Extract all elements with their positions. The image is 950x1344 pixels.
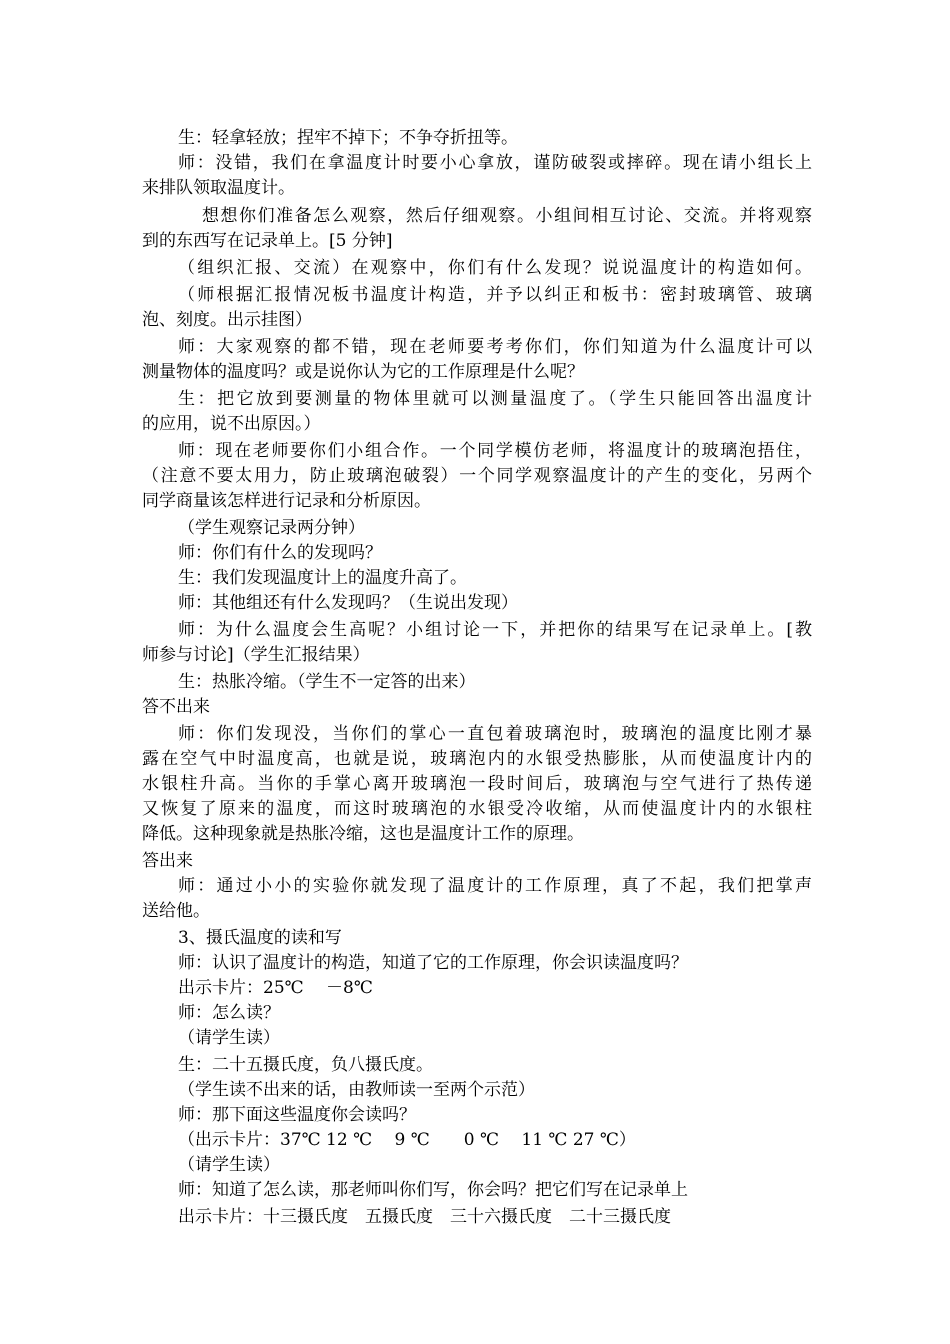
text-line: 又恢复了原来的温度，而这时玻璃泡的水银受冷收缩，从而使温度计内的水银柱 [142,799,812,819]
text-line: 来排队领取温度计。 [142,178,295,198]
text-line: 想想你们准备怎么观察，然后仔细观察。小组间相互讨论、交流。并将观察 [202,206,812,226]
text-line: 师：现在老师要你们小组合作。一个同学模仿老师，将温度计的玻璃泡捂住， [178,441,812,461]
text-line: 生：轻拿轻放；捏牢不掉下；不争夺折扭等。 [178,128,518,148]
text-line: 答出来 [142,851,193,871]
text-line: 师：没错，我们在拿温度计时要小心拿放，谨防破裂或摔碎。现在请小组长上 [178,153,812,173]
text-line: （请学生读） [178,1028,280,1048]
text-line: 师：你们发现没，当你们的掌心一直包着玻璃泡时，玻璃泡的温度比刚才暴 [178,724,812,744]
text-line: （注意不要太用力，防止玻璃泡破裂）一个同学观察温度计的产生的变化，另两个 [142,466,812,486]
text-line: （出示卡片：37℃ 12 ℃ 9 ℃ 0 ℃ 11 ℃ 27 ℃） [178,1130,636,1150]
text-line: 师：知道了怎么读，那老师叫你们写，你会吗？把它们写在记录单上 [178,1180,688,1200]
text-line: 3、摄氏温度的读和写 [178,928,342,948]
text-line: 的应用，说不出原因。） [142,414,321,434]
text-line: 出示卡片：25℃ －8℃ [178,978,373,998]
text-line: 送给他。 [142,901,210,921]
text-line: 生：把它放到要测量的物体里就可以测量温度了。（学生只能回答出温度计 [178,389,812,409]
text-line: （师根据汇报情况板书温度计构造，并予以纠正和板书：密封玻璃管、玻璃 [178,285,812,305]
text-line: 测量物体的温度吗？或是说你认为它的工作原理是什么呢？ [142,362,584,382]
text-line: 师：其他组还有什么发现吗？（生说出发现） [178,593,518,613]
text-line: 生：我们发现温度计上的温度升高了。 [178,568,467,588]
text-line: （学生读不出来的话，由教师读一至两个示范） [178,1080,535,1100]
text-line: 降低。这种现象就是热胀冷缩，这也是温度计工作的原理。 [142,824,584,844]
text-line: 师参与讨论]（学生汇报结果） [142,645,370,665]
text-line: 师：为什么温度会生高呢？小组讨论一下，并把你的结果写在记录单上。[教 [178,620,812,640]
text-line: 师：通过小小的实验你就发现了温度计的工作原理，真了不起，我们把掌声 [178,876,812,896]
text-line: 师：怎么读？ [178,1003,280,1023]
text-line: 露在空气中时温度高，也就是说，玻璃泡内的水银受热膨胀，从而使温度计内的 [142,749,812,769]
text-line: 生：热胀冷缩。（学生不一定答的出来） [178,672,476,692]
text-line: （学生观察记录两分钟） [178,518,365,538]
text-line: 师：你们有什么的发现吗？ [178,543,382,563]
text-line: 水银柱升高。当你的手掌心离开玻璃泡一段时间后，玻璃泡与空气进行了热传递 [142,774,812,794]
text-line: 师：认识了温度计的构造，知道了它的工作原理，你会识读温度吗？ [178,953,688,973]
text-line: 同学商量该怎样进行记录和分析原因。 [142,491,431,511]
text-line: 出示卡片：十三摄氏度 五摄氏度 三十六摄氏度 二十三摄氏度 [178,1207,671,1227]
text-line: 生：二十五摄氏度，负八摄氏度。 [178,1055,433,1075]
text-line: （请学生读） [178,1155,280,1175]
text-line: 师：那下面这些温度你会读吗？ [178,1105,416,1125]
text-line: 到的东西写在记录单上。[5 分钟] [142,231,393,251]
text-line: （组织汇报、交流）在观察中，你们有什么发现？说说温度计的构造如何。 [178,258,812,278]
text-line: 泡、刻度。出示挂图） [142,310,312,330]
text-line: 师：大家观察的都不错，现在老师要考考你们，你们知道为什么温度计可以 [178,337,812,357]
text-line: 答不出来 [142,697,210,717]
